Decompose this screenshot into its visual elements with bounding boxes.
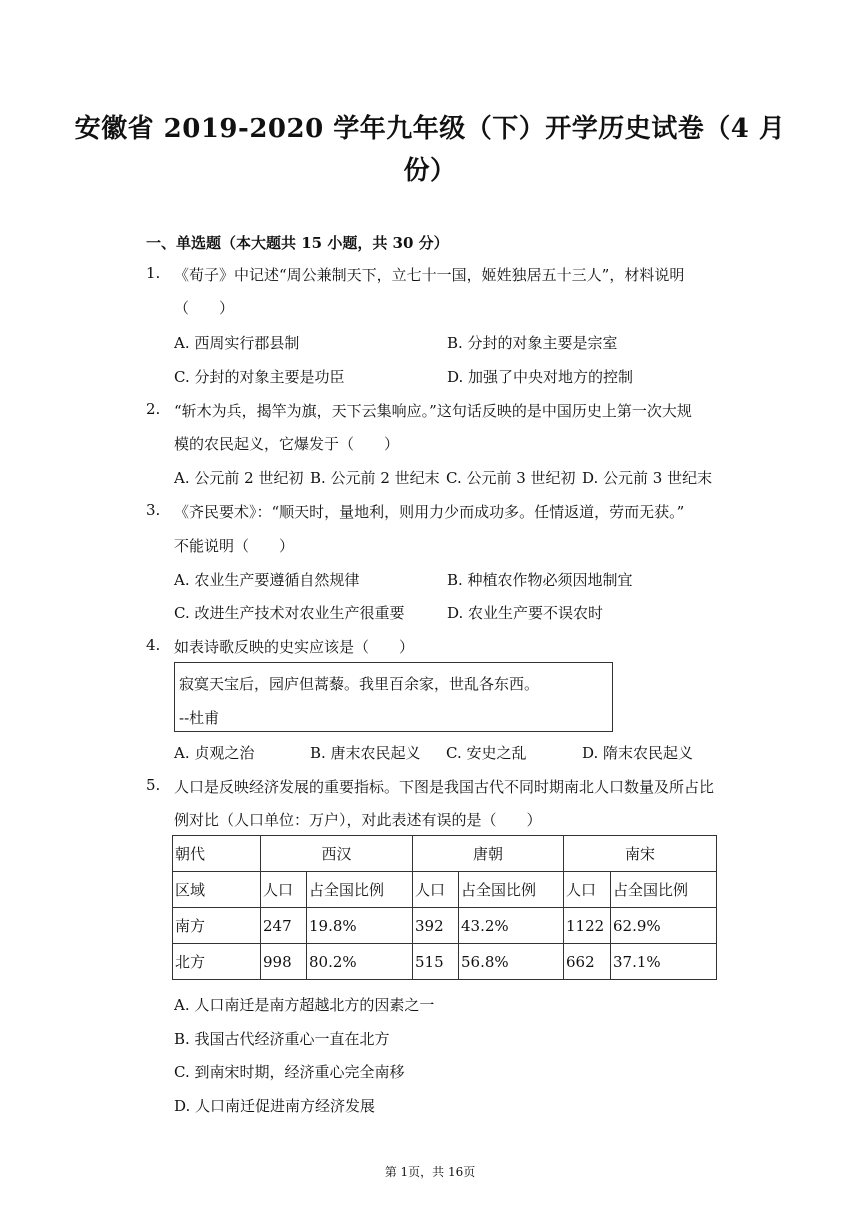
table-header-xihan: 西汉	[261, 836, 413, 872]
table-subheader-population: 人口	[564, 872, 611, 908]
question-3-option-b: B. 种植农作物必须因地制宜	[447, 571, 633, 589]
page-footer: 第 1页，共 16页	[384, 1165, 476, 1179]
question-4-option-a: A. 贞观之治	[174, 744, 255, 762]
question-5-number: 5.	[146, 776, 161, 794]
question-3-option-d: D. 农业生产要不误农时	[447, 604, 604, 622]
question-4-option-d: D. 隋末农民起义	[582, 744, 694, 762]
question-5-stem-line-1: 人口是反映经济发展的重要指标。下图是我国古代不同时期南北人口数量及所占比	[174, 778, 715, 796]
question-5-option-d: D. 人口南迁促进南方经济发展	[174, 1097, 376, 1115]
question-3-number: 3.	[146, 501, 161, 519]
table-cell: 37.1%	[611, 944, 717, 980]
question-2-option-d: D. 公元前 3 世纪末	[582, 469, 713, 487]
question-1-stem-line-1: 《荀子》中记述“周公兼制天下，立七十一国，姬姓独居五十三人”，材料说明	[174, 266, 685, 284]
table-header-nansong: 南宋	[564, 836, 717, 872]
table-cell: 62.9%	[611, 908, 717, 944]
poem-text: 寂寞天宝后，园庐但蒿藜。我里百余家，世乱各东西。	[179, 675, 540, 693]
table-row	[173, 944, 717, 980]
question-4-stem: 如表诗歌反映的史实应该是（ ）	[174, 638, 415, 656]
question-3-option-a: A. 农业生产要遵循自然规律	[174, 571, 360, 589]
question-5-option-a: A. 人口南迁是南方超越北方的因素之一	[174, 996, 435, 1014]
poem-box	[174, 662, 613, 732]
table-corner-region: 区域	[173, 872, 261, 908]
question-4-option-c: C. 安史之乱	[446, 744, 527, 762]
table-cell: 80.2%	[307, 944, 413, 980]
table-cell-region: 北方	[173, 944, 261, 980]
question-3-stem-line-2: 不能说明（ ）	[174, 537, 295, 555]
table-cell: 19.8%	[307, 908, 413, 944]
question-2-option-b: B. 公元前 2 世纪末	[310, 469, 440, 487]
table-row	[173, 908, 717, 944]
table-cell: 515	[413, 944, 459, 980]
table-cell: 56.8%	[459, 944, 564, 980]
question-1-option-d: D. 加强了中央对地方的控制	[447, 368, 634, 386]
question-2-stem-line-2: 模的农民起义，它爆发于（ ）	[174, 435, 400, 453]
document-title-line-2: 份）	[403, 156, 457, 186]
table-cell: 247	[261, 908, 307, 944]
question-4-option-b: B. 唐末农民起义	[310, 744, 421, 762]
table-cell-region: 南方	[173, 908, 261, 944]
table-cell: 662	[564, 944, 611, 980]
table-cell: 392	[413, 908, 459, 944]
population-table	[172, 835, 717, 980]
question-1-stem-line-2: （ ）	[174, 299, 235, 317]
question-2-stem-line-1: “斩木为兵，揭竿为旗，天下云集响应。”这句话反映的是中国历史上第一次大规	[174, 402, 692, 420]
table-subheader-ratio: 占全国比例	[307, 872, 413, 908]
question-3-stem-line-1: 《齐民要术》：“顺天时，量地利，则用力少而成功多。任情返道，劳而无获。”	[174, 503, 685, 521]
question-3-option-c: C. 改进生产技术对农业生产很重要	[174, 604, 405, 622]
table-corner-dynasty: 朝代	[173, 836, 261, 872]
table-cell: 1122	[564, 908, 611, 944]
table-subheader-population: 人口	[413, 872, 459, 908]
table-subheader-ratio: 占全国比例	[459, 872, 564, 908]
question-1-option-c: C. 分封的对象主要是功臣	[174, 368, 345, 386]
question-2-option-a: A. 公元前 2 世纪初	[174, 469, 304, 487]
question-4-number: 4.	[146, 636, 161, 654]
table-header-tang: 唐朝	[413, 836, 564, 872]
section-heading: 一、单选题（本大题共 15 小题，共 30 分）	[146, 234, 449, 252]
table-subheader-population: 人口	[261, 872, 307, 908]
table-cell: 998	[261, 944, 307, 980]
question-2-number: 2.	[146, 400, 161, 418]
question-5-stem-line-2: 例对比（人口单位：万户），对此表述有误的是（ ）	[174, 811, 542, 829]
question-1-option-a: A. 西周实行郡县制	[174, 334, 300, 352]
question-1-option-b: B. 分封的对象主要是宗室	[447, 334, 618, 352]
document-title-line-1: 安徽省 2019-2020 学年九年级（下）开学历史试卷（4 月	[74, 114, 786, 144]
question-2-option-c: C. 公元前 3 世纪初	[446, 469, 576, 487]
table-cell: 43.2%	[459, 908, 564, 944]
question-5-option-b: B. 我国古代经济重心一直在北方	[174, 1030, 390, 1048]
question-1-number: 1.	[146, 264, 161, 282]
question-5-option-c: C. 到南宋时期，经济重心完全南移	[174, 1063, 405, 1081]
table-subheader-ratio: 占全国比例	[611, 872, 717, 908]
poem-author: --杜甫	[179, 709, 220, 727]
